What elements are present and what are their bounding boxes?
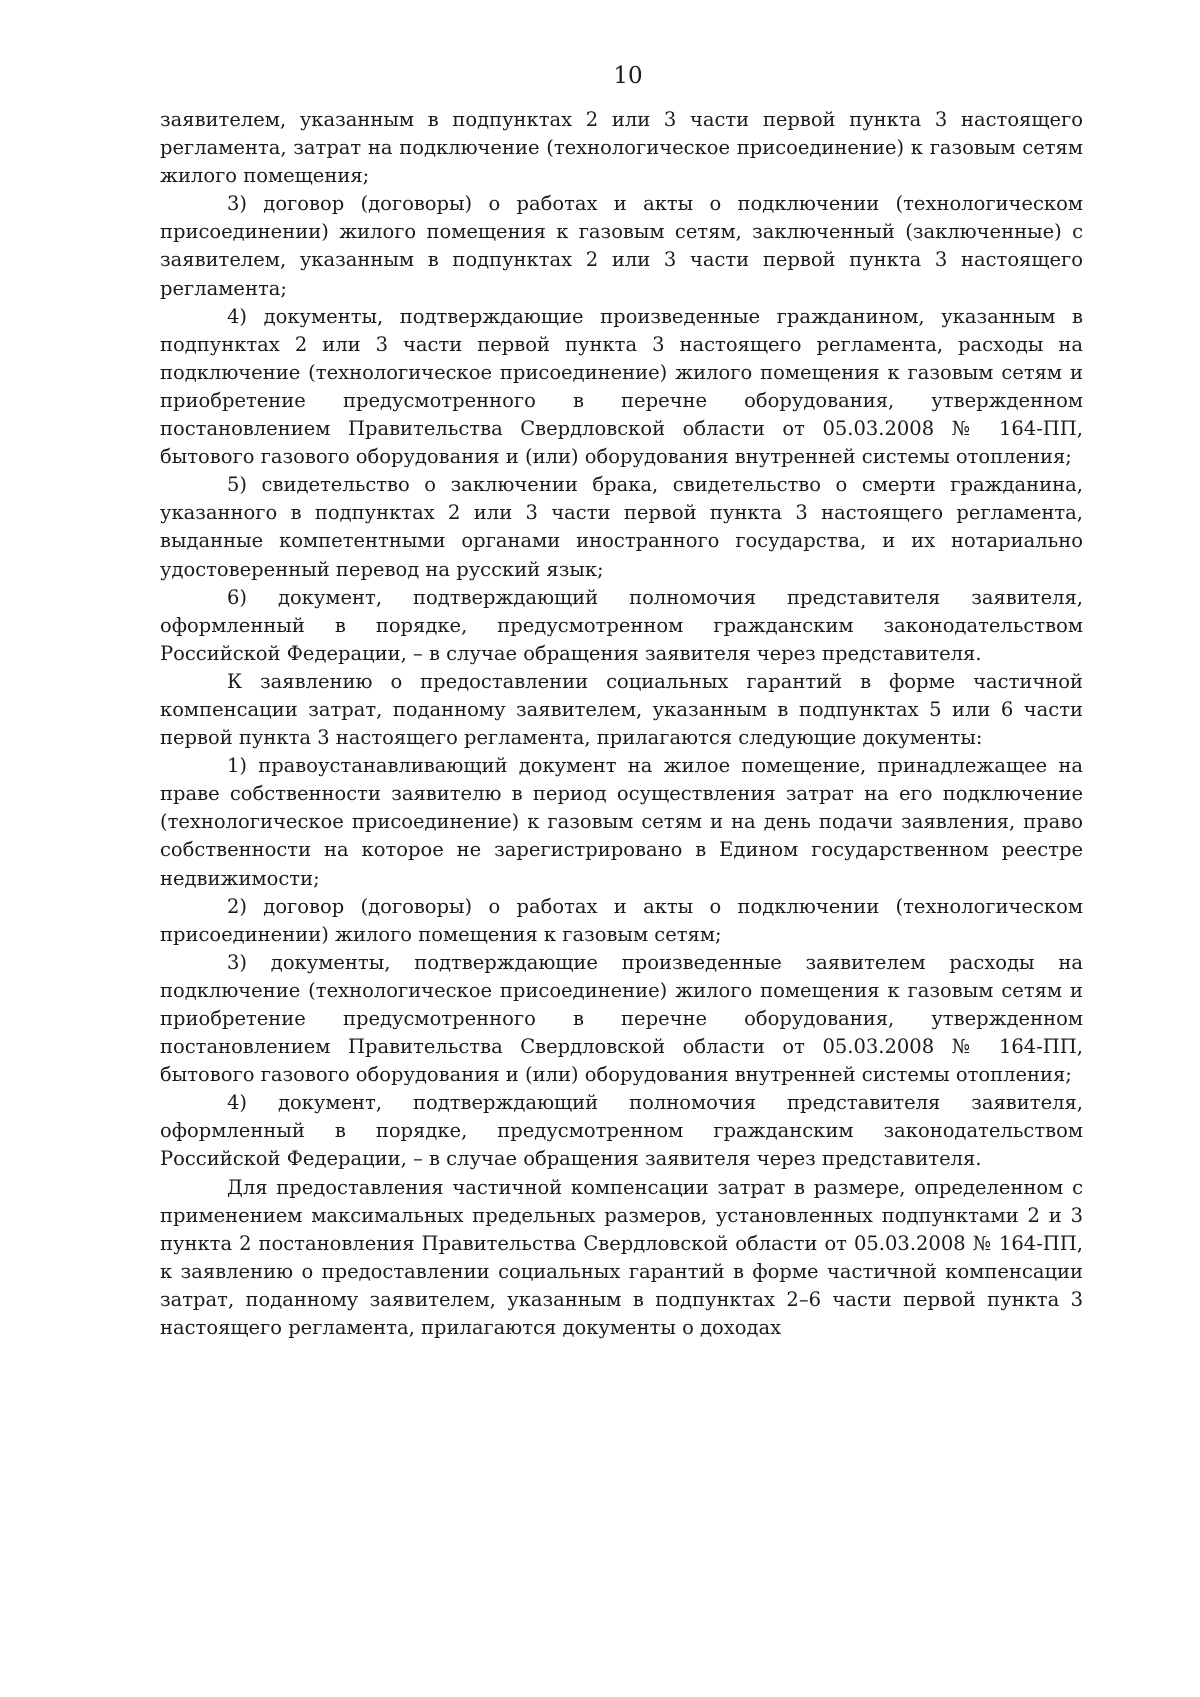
paragraph-applicants-5-6-intro: К заявлению о предоставлении социальных гарантий в форме частичной компенсации затрат, поданному заявителем, указанным в подпунктах 5 или 6 части первой пункта 3 настоящего регламента, прилагаются следующие документы: xyxy=(160,669,1083,750)
paragraph-item-1-title-document: 1) правоустанавливающий документ на жилое помещение, принадлежащее на праве собственности заявителю в период осуществления затрат на его подключение (технологическое присоединение) к газовым сетям и на день подачи заявления, право собственности на которое не зарегистрировано в Едином государственном реестре недвижимости; xyxy=(160,754,1083,890)
paragraph-item-6-power-of-attorney: 6) документ, подтверждающий полномочия представителя заявителя, оформленный в порядке, предусмотренном гражданским законодательством Российской Федерации, – в случае обращения заявителя через представителя. xyxy=(160,585,1083,665)
paragraph-item-3-expense-documents: 3) документы, подтверждающие произведенные заявителем расходы на подключение (технологическое присоединение) жилого помещения к газовым сетям и приобретение предусмотренного в перечне оборудования, утвержденном постановлением Правительства Свердловской области от 05.03.2008 № 164-ПП, бытового газового оборудования и (или) оборудования внутренней системы отопления; xyxy=(160,950,1083,1087)
paragraph-item-4-expense-documents: 4) документы, подтверждающие произведенные гражданином, указанным в подпунктах 2 или 3 части первой пункта 3 настоящего регламента, расходы на подключение (технологическое присоединение) жилого помещения к газовым сетям и приобретение предусмотренного в перечне оборудования, утвержденном постановлением Правительства Свердловской области от 05.03.2008 № 164-ПП, бытового газового оборудования и (или) оборудования внутренней системы отопления; xyxy=(160,304,1083,469)
paragraph-income-documents: Для предоставления частичной компенсации затрат в размере, определенном с применением максимальных предельных размеров, установленных подпунктами 2 и 3 пункта 2 постановления Правительства Свердловской области от 05.03.2008 № 164-ПП, к заявлению о предоставлении социальных гарантий в форме частичной компенсации затрат, поданному заявителем, указанным в подпунктах 2–6 части первой пункта 3 настоящего регламента, прилагаются документы о доходах xyxy=(160,1175,1083,1340)
paragraph-item-3-contract: 3) договор (договоры) о работах и акты о подключении (технологическом присоединении) жилого помещения к газовым сетям, заключенный (заключенные) с заявителем, указанным в подпунктах 2 или 3 части первой пункта 3 настоящего регламента; xyxy=(160,192,1083,300)
paragraph-item-4-power-of-attorney: 4) документ, подтверждающий полномочия представителя заявителя, оформленный в порядке, предусмотренном гражданским законодательством Российской Федерации, – в случае обращения заявителя через представителя. xyxy=(160,1091,1083,1171)
paragraph-item-5-certificates: 5) свидетельство о заключении брака, свидетельство о смерти гражданина, указанного в подпунктах 2 или 3 части первой пункта 3 настоящего регламента, выданные компетентными органами иностранного государства, и их нотариально удостоверенный перевод на русский язык; xyxy=(160,473,1083,581)
document-body xyxy=(160,106,1083,1342)
paragraph-continuation: заявителем, указанным в подпунктах 2 или 3 части первой пункта 3 настоящего регламента, затрат на подключение (технологическое присоединение) к газовым сетям жилого помещения; xyxy=(160,108,1083,188)
page-number: 10 xyxy=(613,63,643,89)
paragraph-item-2-contract: 2) договор (договоры) о работах и акты о подключении (технологическом присоединении) жилого помещения к газовым сетям; xyxy=(160,894,1083,946)
